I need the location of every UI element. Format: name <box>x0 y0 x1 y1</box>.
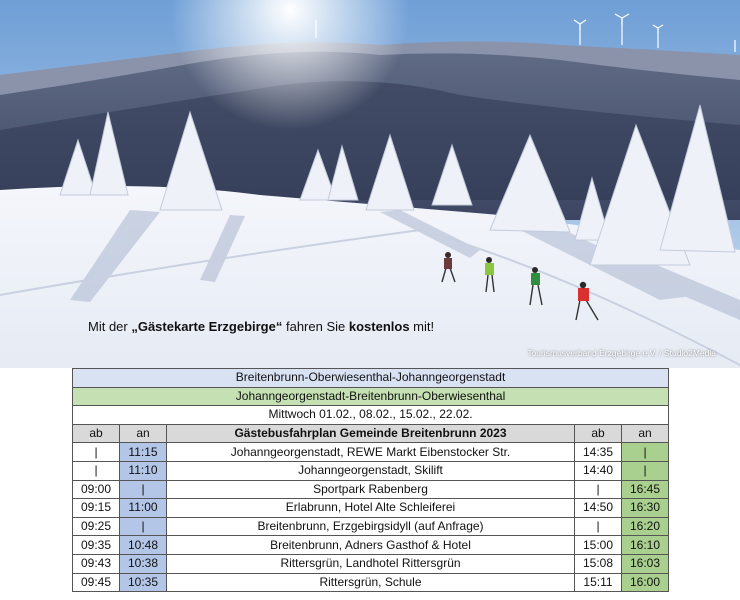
departure-return: 15:11 <box>575 573 622 592</box>
departure-outbound: 09:45 <box>73 573 120 592</box>
promo-text <box>88 319 434 334</box>
arrival-return: 16:10 <box>622 536 669 555</box>
arrival-return: 16:03 <box>622 554 669 573</box>
departure-return: | <box>575 517 622 536</box>
header-ab-right: ab <box>575 424 622 443</box>
arrival-outbound: 11:15 <box>120 443 167 462</box>
arrival-outbound: 10:38 <box>120 554 167 573</box>
route-outbound-row <box>73 369 669 388</box>
arrival-outbound: 11:00 <box>120 499 167 518</box>
arrival-outbound: 10:35 <box>120 573 167 592</box>
arrival-return: 16:30 <box>622 499 669 518</box>
table-row <box>73 554 669 573</box>
stop-name: Breitenbrunn, Erzgebirgsidyll (auf Anfrage) <box>167 517 575 536</box>
table-row <box>73 536 669 555</box>
departure-return: | <box>575 480 622 499</box>
table-row <box>73 499 669 518</box>
arrival-return: 16:00 <box>622 573 669 592</box>
departure-outbound: 09:43 <box>73 554 120 573</box>
promo-suffix: mit! <box>409 319 435 334</box>
departure-outbound: 09:15 <box>73 499 120 518</box>
promo-free: kostenlos <box>348 319 410 334</box>
stop-name: Erlabrunn, Hotel Alte Schleiferei <box>167 499 575 518</box>
stop-name: Rittersgrün, Landhotel Rittersgrün <box>167 554 575 573</box>
stop-name: Breitenbrunn, Adners Gasthof & Hotel <box>167 536 575 555</box>
route-return: Johanngeorgenstadt-Breitenbrunn-Oberwiesenthal <box>73 387 669 406</box>
stop-name: Johanngeorgenstadt, Skilift <box>167 461 575 480</box>
photo-credit: Tourismusverband Erzgebirge e.V. / Studio2Media <box>527 348 716 358</box>
departure-outbound: 09:35 <box>73 536 120 555</box>
service-dates: Mittwoch 01.02., 08.02., 15.02., 22.02. <box>73 406 669 425</box>
promo-middle: fahren Sie <box>282 319 349 334</box>
header-an-left: an <box>120 424 167 443</box>
promo-prefix: Mit der <box>88 319 132 334</box>
header-an-right: an <box>622 424 669 443</box>
route-outbound: Breitenbrunn-Oberwiesenthal-Johanngeorgenstadt <box>73 369 669 388</box>
table-row <box>73 443 669 462</box>
stop-name: Johanngeorgenstadt, REWE Markt Eibenstocker Str. <box>167 443 575 462</box>
arrival-outbound: 11:10 <box>120 461 167 480</box>
stop-name: Rittersgrün, Schule <box>167 573 575 592</box>
header-ab-left: ab <box>73 424 120 443</box>
table-row <box>73 517 669 536</box>
table-row <box>73 461 669 480</box>
departure-return: 14:40 <box>575 461 622 480</box>
stop-name: Sportpark Rabenberg <box>167 480 575 499</box>
departure-return: 15:00 <box>575 536 622 555</box>
dates-row <box>73 406 669 425</box>
header-row <box>73 424 669 443</box>
departure-return: 14:50 <box>575 499 622 518</box>
arrival-return: 16:20 <box>622 517 669 536</box>
bus-timetable <box>72 368 669 592</box>
departure-outbound: 09:25 <box>73 517 120 536</box>
arrival-return: | <box>622 461 669 480</box>
departure-outbound: | <box>73 443 120 462</box>
route-return-row <box>73 387 669 406</box>
arrival-outbound: | <box>120 480 167 499</box>
departure-outbound: | <box>73 461 120 480</box>
table-row <box>73 573 669 592</box>
table-row <box>73 480 669 499</box>
promo-card-name: „Gästekarte Erzgebirge“ <box>131 319 283 334</box>
departure-return: 15:08 <box>575 554 622 573</box>
timetable-title: Gästebusfahrplan Gemeinde Breitenbrunn 2023 <box>167 424 575 443</box>
arrival-outbound: | <box>120 517 167 536</box>
arrival-return: | <box>622 443 669 462</box>
departure-outbound: 09:00 <box>73 480 120 499</box>
departure-return: 14:35 <box>575 443 622 462</box>
arrival-return: 16:45 <box>622 480 669 499</box>
arrival-outbound: 10:48 <box>120 536 167 555</box>
